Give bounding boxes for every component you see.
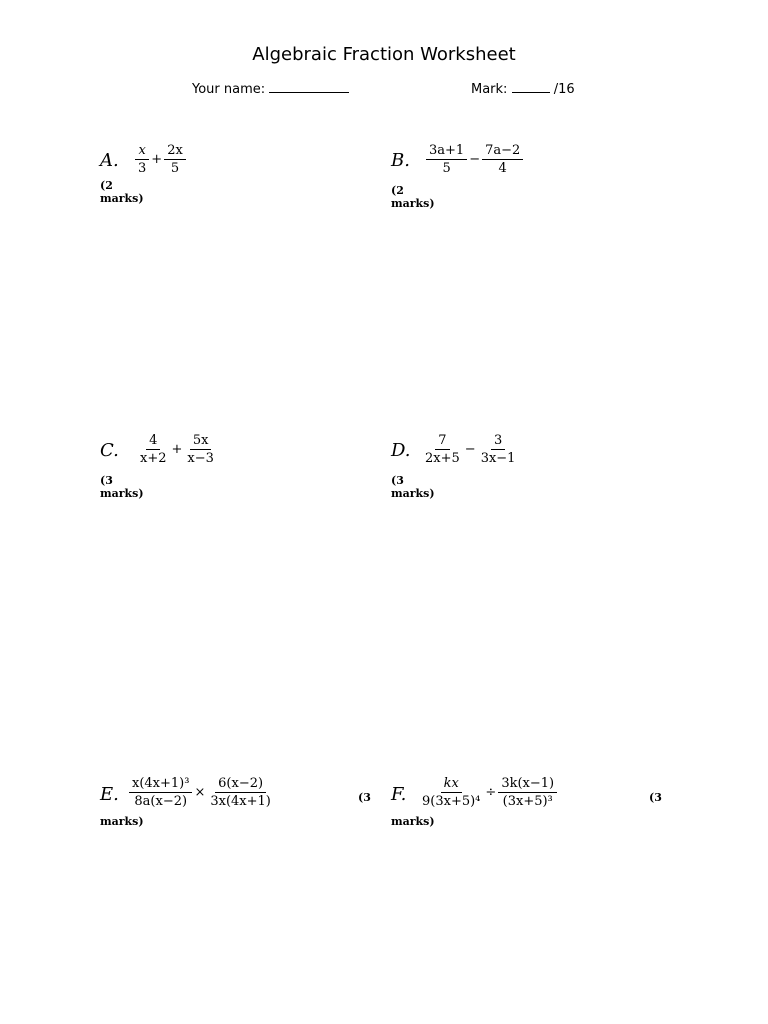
operator: +	[171, 442, 183, 457]
numerator: 3k(x−1)	[498, 776, 557, 793]
numerator: kx	[441, 776, 462, 793]
denominator: x+2	[140, 451, 167, 466]
mark-label: Mark:	[471, 82, 508, 97]
question-expression	[418, 776, 558, 809]
question-expression	[425, 143, 524, 176]
numerator: 6(x−2)	[215, 776, 266, 793]
fraction-2	[478, 433, 519, 466]
name-field	[192, 80, 349, 97]
question-label: E.	[100, 784, 119, 805]
question-label: B.	[391, 150, 410, 171]
question-label: D.	[391, 440, 411, 461]
question-expression	[134, 143, 187, 176]
numerator: 4	[146, 433, 160, 450]
denominator: 9(3x+5)⁴	[422, 794, 481, 809]
denominator: 5	[442, 161, 451, 176]
marks-label-part2: marks)	[391, 815, 435, 828]
fraction-2	[164, 143, 186, 176]
fraction-1	[426, 143, 467, 176]
fraction-1	[135, 143, 149, 176]
name-label: Your name:	[192, 82, 266, 97]
denominator: 2x+5	[425, 451, 460, 466]
question-expression	[128, 776, 275, 809]
mark-total: /16	[553, 82, 575, 97]
operator: ×	[194, 785, 206, 800]
marks-label-part1: (3	[358, 791, 371, 804]
fraction-2	[184, 433, 217, 466]
numerator: 2x	[164, 143, 186, 160]
fraction-1	[137, 433, 170, 466]
question-expression	[421, 433, 519, 466]
question-expression	[136, 433, 218, 466]
numerator: 5x	[190, 433, 212, 450]
denominator: 8a(x−2)	[134, 794, 188, 809]
marks-label: (2 marks)	[391, 184, 435, 210]
marks-label: (3 marks)	[100, 474, 144, 500]
operator: −	[464, 442, 476, 457]
marks-label: (3 marks)	[391, 474, 435, 500]
name-blank-line	[269, 80, 349, 93]
denominator: 4	[498, 161, 507, 176]
fraction-1	[422, 433, 463, 466]
numerator: 7	[435, 433, 449, 450]
denominator: 3x(4x+1)	[210, 794, 271, 809]
question-label: F.	[391, 784, 407, 805]
fraction-2	[207, 776, 274, 809]
mark-blank-line	[512, 80, 550, 93]
denominator: 3x−1	[480, 451, 516, 466]
denominator: 5	[170, 161, 180, 176]
question-label: A.	[100, 150, 119, 171]
operator: ÷	[485, 785, 497, 800]
marks-label-part2: marks)	[100, 815, 144, 828]
mark-field	[471, 80, 575, 97]
marks-label: (2 marks)	[100, 179, 144, 205]
numerator: 3	[491, 433, 505, 450]
denominator: (3x+5)³	[502, 794, 553, 809]
fraction-1	[129, 776, 192, 809]
question-label: C.	[100, 440, 119, 461]
operator: +	[151, 152, 163, 167]
numerator: x	[135, 143, 148, 160]
fraction-2	[482, 143, 523, 176]
numerator: x(4x+1)³	[129, 776, 192, 793]
page-title: Algebraic Fraction Worksheet	[252, 44, 516, 65]
denominator: 3	[138, 161, 147, 176]
denominator: x−3	[187, 451, 214, 466]
marks-label-part1: (3	[649, 791, 662, 804]
operator: −	[469, 152, 481, 167]
numerator: 7a−2	[482, 143, 523, 160]
fraction-1	[419, 776, 483, 809]
numerator: 3a+1	[426, 143, 467, 160]
fraction-2	[498, 776, 557, 809]
